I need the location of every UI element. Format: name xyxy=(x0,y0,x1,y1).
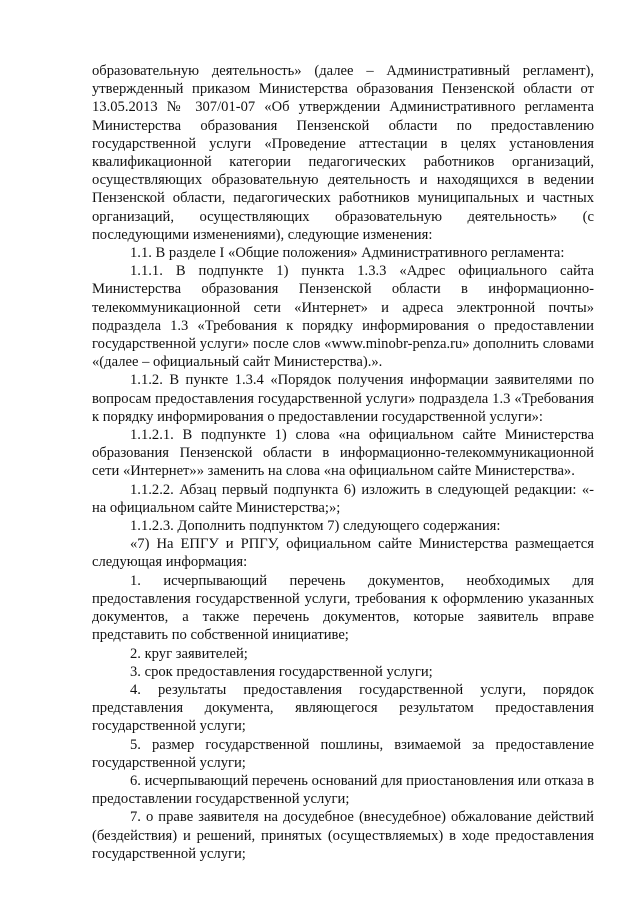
paragraph-1-1-2-3: 1.1.2.3. Дополнить подпунктом 7) следующего содержания: xyxy=(130,518,501,535)
paragraph-1-1-2: 1.1.2. В пункте 1.3.4 «Порядок получения информации заявителями по вопросам предоставления государственной услуги» подраздела 1.3 «Требования к порядку информирования о предоставлении государственной услуги»: xyxy=(92,372,594,425)
list-item-5: 5. размер государственной пошлины, взимаемой за предоставление государственной услуги; xyxy=(92,736,594,771)
list-item-4: 4. результаты предоставления государственной услуги, порядок представления документа, являющегося результатом предоставления государственной услуги; xyxy=(92,681,594,735)
list-item-3: 3. срок предоставления государственной услуги; xyxy=(130,663,433,680)
list-item-2: 2. круг заявителей; xyxy=(130,645,248,662)
paragraph-1-1-1: 1.1.1. В подпункте 1) пункта 1.3.3 «Адрес официального сайта Министерства образования Пензенской области в информационно-телекоммуникационной сети «Интернет» и адреса электронной почты» подраздела 1.3 «Требования к порядку информирования о предоставлении государственной услуги» после слов «www.minobr-penza.ru» дополнить словами «(далее – официальный сайт Министерства).». xyxy=(92,263,594,371)
paragraph-1-1-2-2: 1.1.2.2. Абзац первый подпункта 6) изложить в следующей редакции: «- на официальном сайте Министерства;»; xyxy=(92,481,594,516)
list-item-7: 7. о праве заявителя на досудебное (внесудебное) обжалование действий (бездействия) и решений, принятых (осуществляемых) в ходе предоставления государственной услуги; xyxy=(92,809,594,862)
list-item-6: 6. исчерпывающий перечень оснований для приостановления или отказа в предоставлении государственной услуги; xyxy=(92,772,594,808)
paragraph-subpoint-7: «7) На ЕПГУ и РПГУ, официальном сайте Министерства размещается следующая информация: xyxy=(92,536,594,571)
document-page xyxy=(92,62,594,863)
list-item-1: 1. исчерпывающий перечень документов, необходимых для предоставления государственной услуги, требования к оформлению указанных документов, а также перечень документов, которые заявитель вправе представить по собственной инициативе; xyxy=(92,572,594,644)
paragraph-1-1: 1.1. В разделе I «Общие положения» Административного регламента: xyxy=(130,245,565,262)
paragraph-1-1-2-1: 1.1.2.1. В подпункте 1) слова «на официальном сайте Министерства образования Пензенской области в информационно-телекоммуникационной сети «Интернет»» заменить на слова «на официальном сайте Министерства». xyxy=(92,427,594,480)
paragraph-intro: образовательную деятельность» (далее – Административный регламент), утвержденный приказом Министерства образования Пензенской области от 13.05.2013 № 307/01-07 «Об утверждении Административного регламента Министерства образования Пензенской области по предоставлению государственной услуги «Проведение аттестации в целях установления квалификационной категории педагогических работников организаций, осуществляющих образовательную деятельность и находящихся в ведении Пензенской области, педагогических работников муниципальных и частных организаций, осуществляющих образовательную деятельность» (с последующими изменениями), следующие изменения: xyxy=(92,63,594,243)
